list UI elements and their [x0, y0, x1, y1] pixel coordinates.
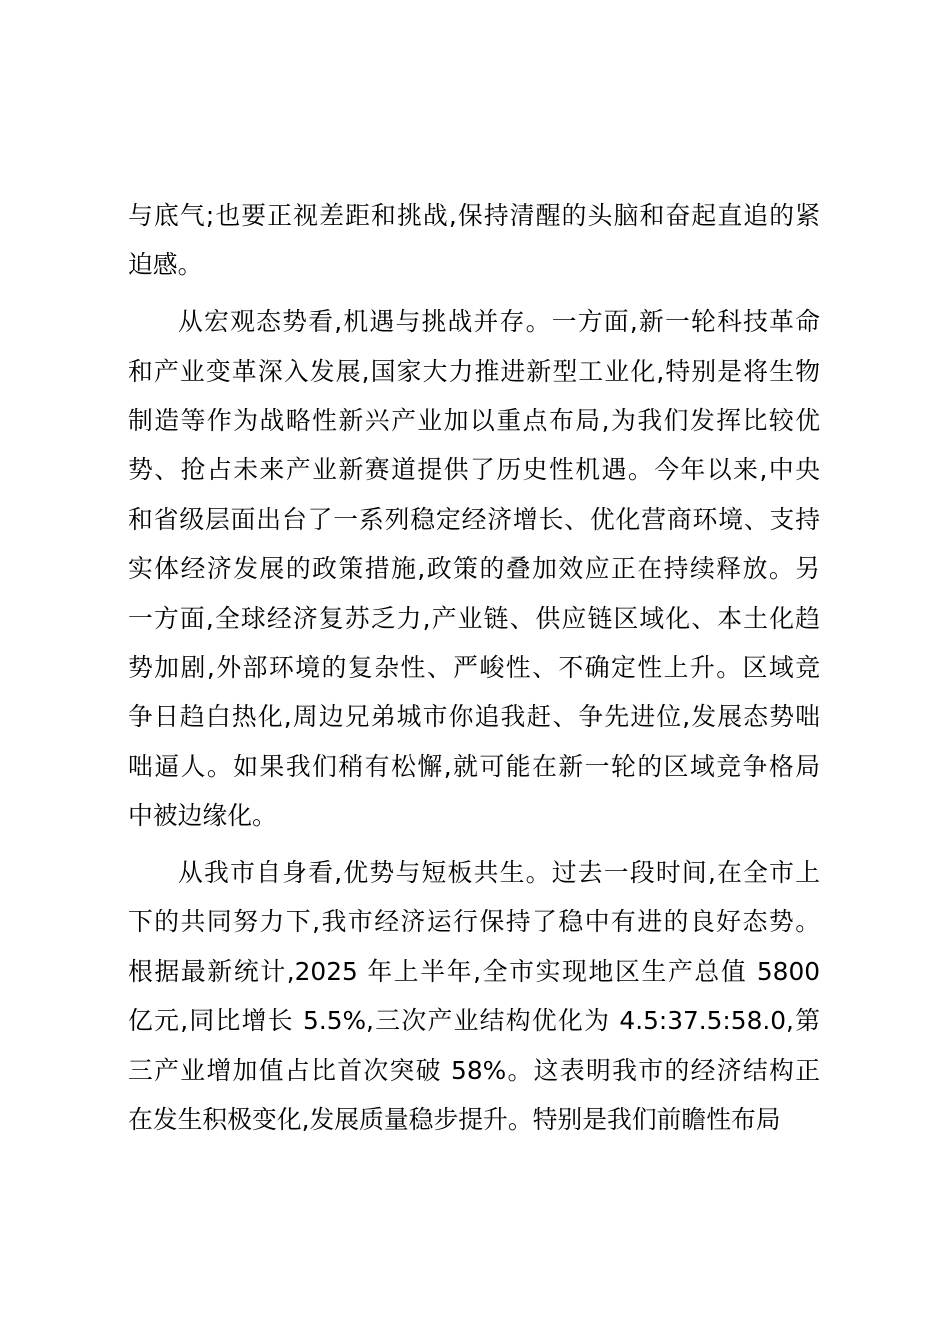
paragraph [128, 848, 820, 1144]
text-line: 在发生积极变化,发展质量稳步提升。特别是我们前瞻性布局 [128, 1105, 781, 1135]
body-text [128, 191, 820, 1144]
text-line: 从我市自身看,优势与短板共生。过去一段时间,在全市上 [178, 858, 820, 888]
text-line: 从宏观态势看,机遇与挑战并存。一方面,新一轮科技革命 [178, 307, 820, 337]
text-line: 中被边缘化。 [128, 801, 277, 831]
text-line: 亿元,同比增长 5.5%,三次产业结构优化为 4.5:37.5:58.0,第 [128, 1006, 820, 1036]
text-line: 根据最新统计,2025 年上半年,全市实现地区生产总值 5800 [128, 956, 820, 986]
text-line: 与底气;也要正视差距和挑战,保持清醒的头脑和奋起直追的紧 [128, 201, 820, 230]
text-line: 势、抢占未来产业新赛道提供了历史性机遇。今年以来,中央 [128, 455, 820, 485]
text-line: 实体经济发展的政策措施,政策的叠加效应正在持续释放。另 [128, 554, 820, 584]
paragraph [128, 191, 820, 290]
text-line: 迫感。 [128, 250, 203, 280]
text-line: 和产业变革深入发展,国家大力推进新型工业化,特别是将生物 [128, 356, 820, 386]
text-line: 制造等作为战略性新兴产业加以重点布局,为我们发挥比较优 [128, 406, 820, 436]
text-line: 咄逼人。如果我们稍有松懈,就可能在新一轮的区域竞争格局 [128, 751, 820, 781]
text-line: 和省级层面出台了一系列稳定经济增长、优化营商环境、支持 [128, 504, 820, 534]
text-line: 下的共同努力下,我市经济运行保持了稳中有进的良好态势。 [128, 907, 820, 937]
paragraph [128, 297, 820, 840]
text-line: 一方面,全球经济复苏乏力,产业链、供应链区域化、本土化趋 [128, 603, 820, 633]
text-line: 势加剧,外部环境的复杂性、严峻性、不确定性上升。区域竞 [128, 653, 820, 683]
text-line: 争日趋白热化,周边兄弟城市你追我赶、争先进位,发展态势咄 [128, 702, 820, 732]
text-line: 三产业增加值占比首次突破 58%。这表明我市的经济结构正 [128, 1055, 820, 1085]
